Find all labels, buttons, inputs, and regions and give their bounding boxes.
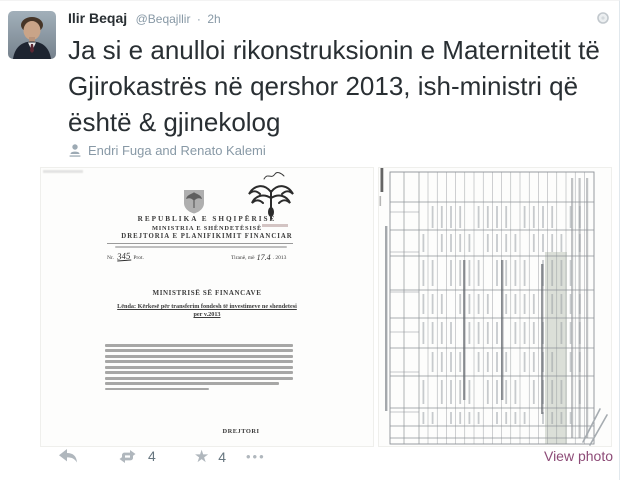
- ellipsis-icon: •••: [246, 449, 266, 464]
- view-photo-link[interactable]: View photo: [543, 448, 613, 464]
- letter-divider: [107, 243, 293, 244]
- photo-letter-document[interactable]: [40, 167, 374, 447]
- eagle-emblem-icon: [183, 188, 205, 214]
- favorite-count: 4: [218, 449, 227, 465]
- avatar-portrait: [8, 11, 56, 59]
- letter-date-line: [231, 254, 286, 261]
- tagged-people[interactable]: [68, 143, 266, 158]
- letter-recipient: MINISTRISË SË FINANCAVE: [152, 289, 262, 297]
- reply-button[interactable]: [58, 448, 78, 464]
- letter-signature-title: DREJTORI: [222, 428, 260, 435]
- circle-icon: [596, 11, 610, 25]
- photo-table-document[interactable]: [378, 167, 612, 447]
- date-year: . 2013: [272, 255, 287, 261]
- avatar[interactable]: [8, 11, 56, 59]
- letter-protocol-line: [107, 252, 144, 261]
- tweet-header: [68, 10, 221, 28]
- tweet-text: Ja si e anulloi rikonstruksionin e Maternitetit të Gjirokastrës në qershor 2013, ish-ministri që është & gjinekolog: [68, 35, 600, 137]
- letter-republic-line: REPUBLIKA E SHQIPËRISË: [137, 215, 277, 223]
- more-button[interactable]: [246, 448, 266, 466]
- date-handwritten: 17.4: [256, 253, 271, 262]
- tagged-label: Endri Fuga and Renato Kalemi: [88, 143, 266, 158]
- letter-ministry-line: MINISTRIA E SHËNDETËSISË: [151, 225, 263, 232]
- letter-subject-line2: per v.2013: [193, 311, 221, 318]
- header-separator: ·: [196, 12, 201, 26]
- letter-subject-line1: Lënda: Kërkesë për transferim fondesh të investimeve ne shendetesi: [117, 303, 297, 310]
- tweet-action-bar: [40, 448, 612, 472]
- person-icon: [68, 143, 82, 158]
- protocol-prefix: Nr.: [107, 255, 114, 261]
- media-grid: [40, 167, 612, 447]
- author-handle[interactable]: @Beqajllir: [135, 12, 191, 26]
- retweet-button[interactable]: [116, 448, 156, 464]
- letter-directorate-line: DREJTORIA E PLANIFIKIMIT FINANCIAR: [121, 232, 293, 240]
- author-name[interactable]: Ilir Beqaj: [68, 10, 128, 26]
- letter-body-blurred: [105, 344, 293, 393]
- scanned-table-image: [379, 168, 612, 447]
- reply-icon: [58, 448, 78, 464]
- timestamp[interactable]: 2h: [207, 12, 221, 26]
- star-icon: ★: [194, 447, 210, 466]
- letter-address-blur: [115, 246, 287, 248]
- protocol-suffix: Prot.: [133, 255, 144, 261]
- protocol-number-handwritten: 345: [116, 250, 131, 262]
- retweet-icon: [116, 449, 139, 464]
- retweet-count: 4: [148, 448, 156, 464]
- favorite-button[interactable]: [194, 448, 226, 466]
- tweet-options-icon[interactable]: [596, 11, 610, 25]
- scan-smudge: [43, 170, 83, 173]
- date-prefix: Tiranë, më: [231, 255, 255, 261]
